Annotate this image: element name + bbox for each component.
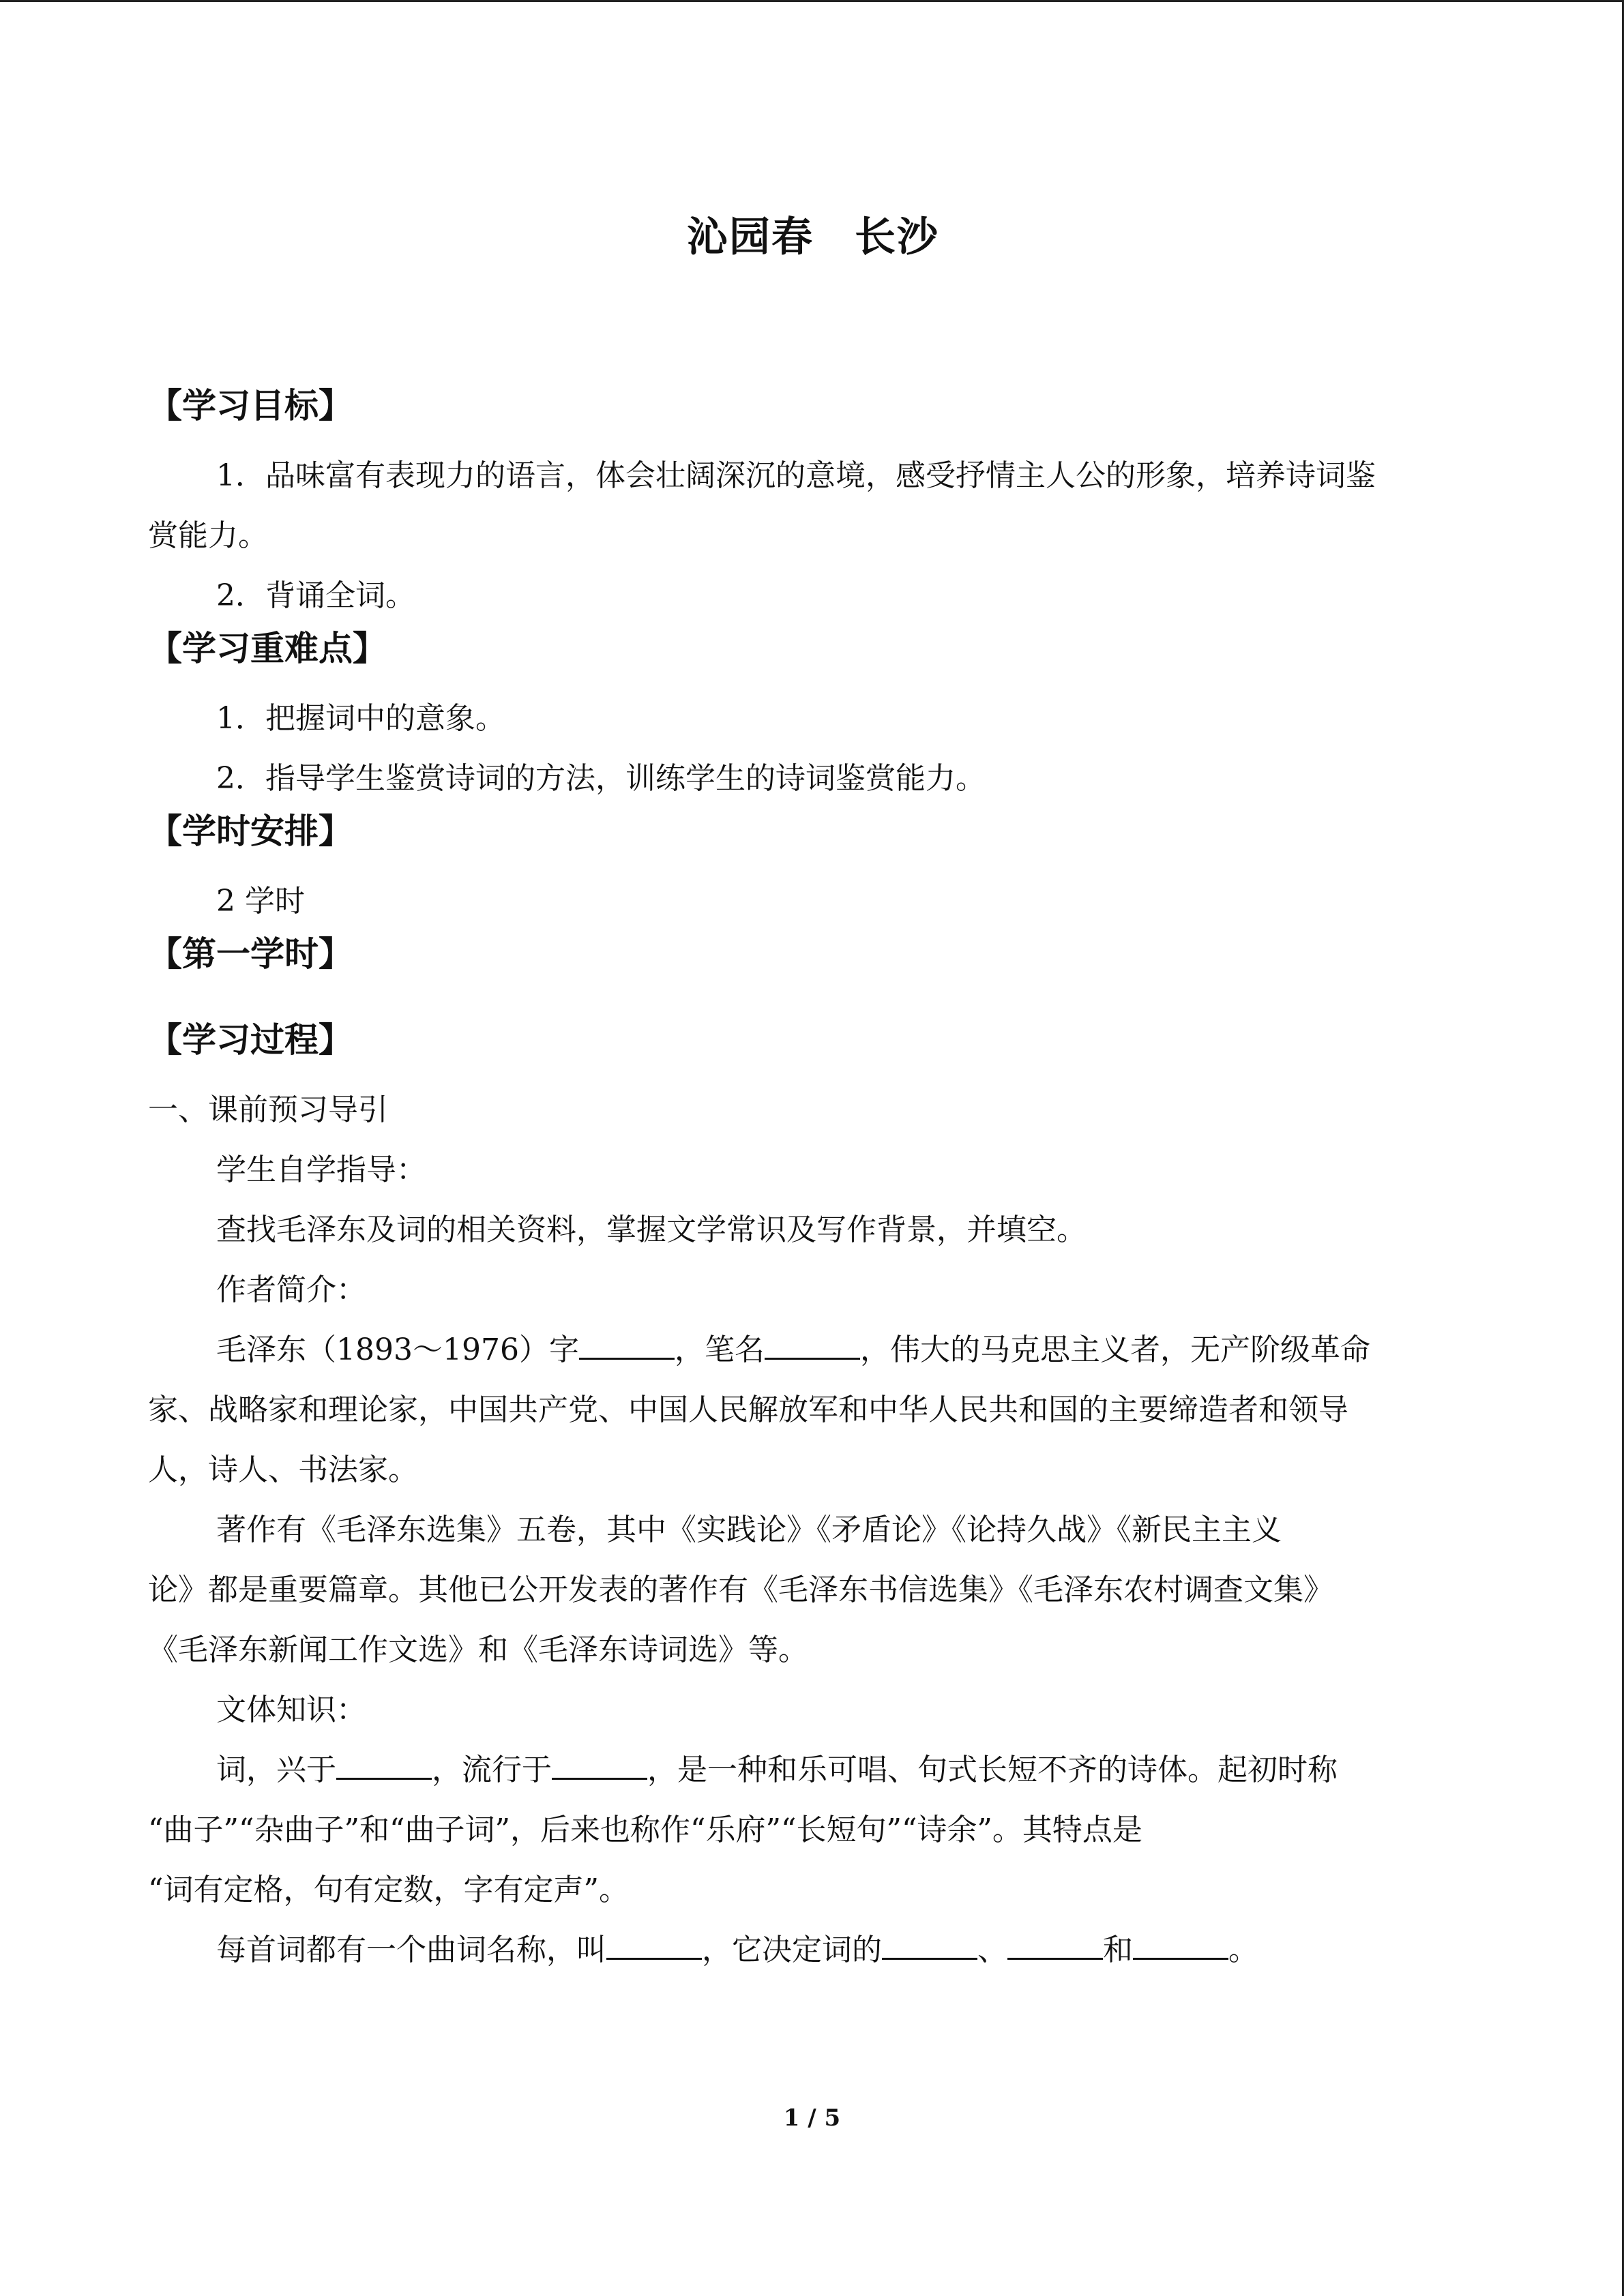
author-line-1-c: ，伟大的马克思主义者，无产阶级革命 <box>859 1332 1370 1367</box>
blank-tune-1[interactable] <box>882 1930 977 1960</box>
author-line-2: 家、战略家和理论家，中国共产党、中国人民解放军和中华人民共和国的主要缔造者和领导 <box>148 1392 1348 1427</box>
goal-1-line-2: 赏能力。 <box>148 518 268 553</box>
difficulty-1: 1．把握词中的意象。 <box>216 701 505 736</box>
genre-line-1-c: ，是一种和乐可唱、句式长短不齐的诗体。起初时称 <box>647 1753 1338 1787</box>
blank-tune-2[interactable] <box>1007 1930 1103 1960</box>
tune-a: 每首词都有一个曲词名称，叫 <box>216 1933 606 1967</box>
goal-2: 2．背诵全词。 <box>216 578 415 613</box>
tune-d: 和 <box>1103 1933 1133 1967</box>
schedule-text: 2 学时 <box>216 884 305 919</box>
works-line-2: 论》都是重要篇章。其他已公开发表的著作有《毛泽东书信选集》《毛泽东农村调查文集》 <box>148 1572 1333 1607</box>
tune-b: ，它决定词的 <box>702 1933 882 1967</box>
difficulty-heading: 【学习重难点】 <box>148 629 387 668</box>
tune-line <box>148 1920 1478 1980</box>
blank-courtesy-name[interactable] <box>579 1330 675 1360</box>
author-line-1-a: 毛泽东（1893～1976）字 <box>216 1332 579 1367</box>
instruction-text: 查找毛泽东及词的相关资料，掌握文学常识及写作背景，并填空。 <box>216 1212 1087 1247</box>
page-top-border <box>0 0 1624 2</box>
process-heading: 【学习过程】 <box>148 1020 353 1060</box>
author-line-3: 人，诗人、书法家。 <box>148 1452 418 1487</box>
page-number: 1 / 5 <box>783 2104 841 2132</box>
title-part1: 沁园春 <box>687 213 814 261</box>
blank-tune-name[interactable] <box>606 1930 702 1960</box>
first-period-heading: 【第一学时】 <box>148 934 353 974</box>
blank-pen-name[interactable] <box>765 1330 860 1360</box>
tune-e: 。 <box>1228 1933 1258 1967</box>
genre-line-2: “曲子”“杂曲子”和“曲子词”，后来也称作“乐府”“长短句”“诗余”。其特点是 <box>148 1813 1142 1847</box>
document-title <box>148 213 1478 261</box>
works-line-1: 著作有《毛泽东选集》五卷，其中《实践论》《矛盾论》《论持久战》《新民主主义 <box>216 1512 1282 1547</box>
genre-line-3: “词有定格，句有定数，字有定声”。 <box>148 1873 629 1907</box>
document-flow <box>148 386 1478 1980</box>
blank-tune-3[interactable] <box>1133 1930 1228 1960</box>
schedule-heading: 【学时安排】 <box>148 811 353 851</box>
goal-1-line-1: 1．品味富有表现力的语言，体会壮阔深沉的意境，感受抒情主人公的形象，培养诗词鉴 <box>216 458 1376 493</box>
part-1-title: 一、课前预习导引 <box>148 1092 388 1127</box>
goals-heading: 【学习目标】 <box>148 386 353 426</box>
difficulty-2: 2．指导学生鉴赏诗词的方法，训练学生的诗词鉴赏能力。 <box>216 761 986 796</box>
author-intro-label: 作者简介： <box>216 1272 366 1307</box>
tune-c: 、 <box>977 1933 1007 1967</box>
genre-line-1-a: 词，兴于 <box>216 1753 336 1787</box>
author-line-1-b: ，笔名 <box>674 1332 765 1367</box>
genre-label: 文体知识： <box>216 1693 366 1727</box>
self-study-label: 学生自学指导： <box>216 1152 426 1187</box>
genre-line-1 <box>148 1740 1478 1800</box>
blank-popular-dynasty[interactable] <box>552 1750 647 1780</box>
works-line-3: 《毛泽东新闻工作文选》和《毛泽东诗词选》等。 <box>148 1632 808 1667</box>
genre-line-1-b: ，流行于 <box>432 1753 552 1787</box>
title-part2: 长沙 <box>855 213 939 261</box>
author-line-1 <box>148 1320 1478 1380</box>
blank-origin-dynasty[interactable] <box>336 1750 432 1780</box>
